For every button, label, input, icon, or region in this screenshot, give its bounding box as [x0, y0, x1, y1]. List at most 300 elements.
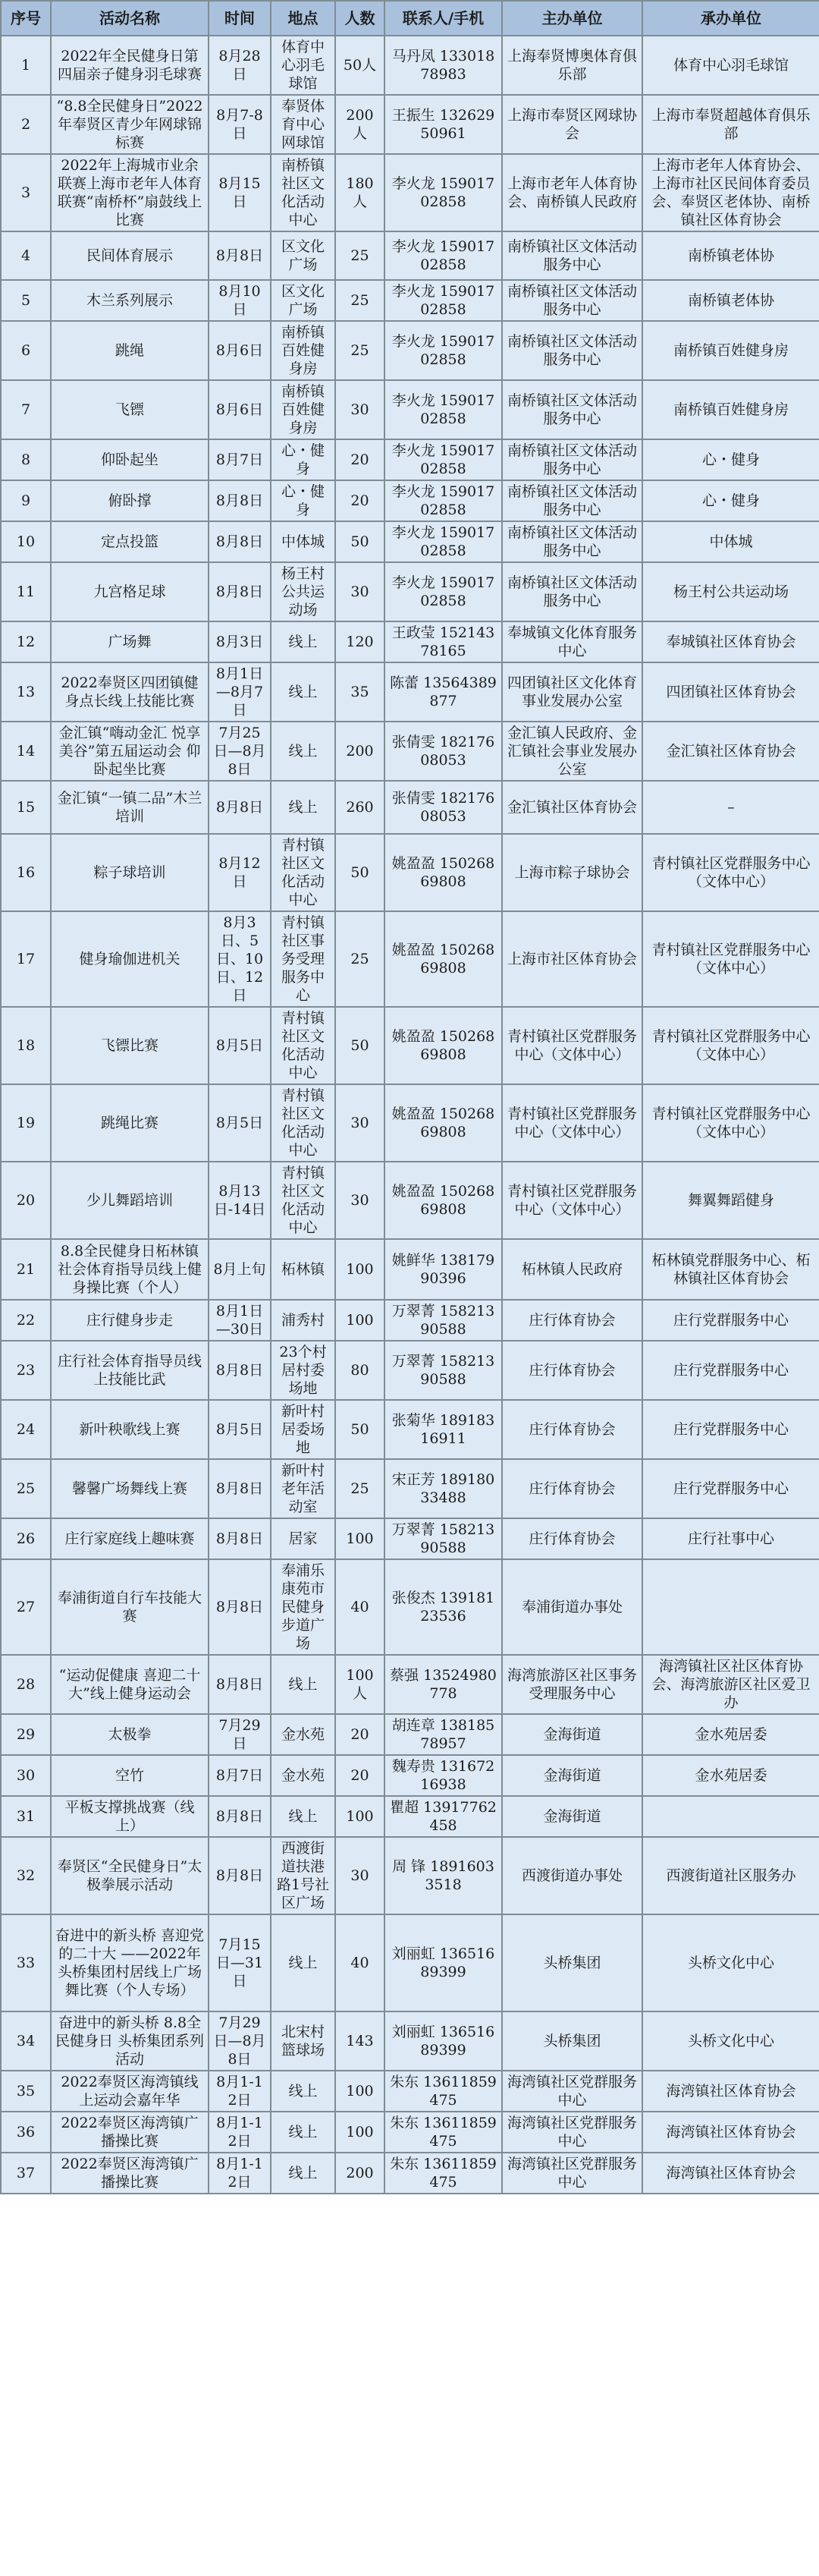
cell-no: 2 [1, 95, 51, 154]
cell-contact: 姚盈盈 15026869808 [384, 1084, 502, 1162]
cell-no: 10 [1, 521, 51, 562]
cell-act: 定点投篮 [51, 521, 209, 562]
cell-time: 8月5日 [209, 1084, 271, 1162]
cell-people: 260 [335, 781, 384, 834]
cell-host: 上海市老年人体育协会、南桥镇人民政府 [502, 154, 642, 231]
cell-act: 跳绳比赛 [51, 1084, 209, 1162]
cell-time: 8月12日 [209, 834, 271, 911]
cell-people: 50人 [335, 36, 384, 95]
table-row [1, 781, 819, 834]
cell-act: 2022奉贤区海湾镇广播操比赛 [51, 2153, 209, 2194]
cell-contact: 李火龙 15901702858 [384, 439, 502, 480]
table-row [1, 662, 819, 722]
table-row [1, 95, 819, 154]
cell-contact: 姚鲜华 13817990396 [384, 1239, 502, 1300]
cell-host: 四团镇社区文化体育事业发展办公室 [502, 662, 642, 722]
cell-contact: 魏寿贵 13167216938 [384, 1755, 502, 1796]
cell-no: 6 [1, 321, 51, 380]
cell-host: 青村镇社区党群服务中心（文体中心） [502, 1007, 642, 1084]
cell-org: 庄行党群服务中心 [642, 1400, 819, 1459]
cell-org: 上海市老年人体育协会、上海市社区民间体育委员会、奉贤区老体协、南桥镇社区体育协会 [642, 154, 819, 231]
cell-contact: 张倩雯 18217608053 [384, 722, 502, 781]
cell-no: 37 [1, 2153, 51, 2194]
table-body [1, 36, 819, 2194]
cell-place: 中体城 [271, 521, 335, 562]
cell-org: 庄行党群服务中心 [642, 1300, 819, 1341]
cell-no: 17 [1, 911, 51, 1007]
cell-org: 海湾镇社区体育协会 [642, 2071, 819, 2112]
cell-act: “8.8全民健身日”2022年奉贤区青少年网球锦标赛 [51, 95, 209, 154]
cell-host: 青村镇社区党群服务中心（文体中心） [502, 1084, 642, 1162]
cell-act: 金汇镇“一镇二品”木兰培训 [51, 781, 209, 834]
cell-act: 广场舞 [51, 621, 209, 662]
table-row [1, 2112, 819, 2153]
cell-no: 14 [1, 722, 51, 781]
cell-people: 30 [335, 1162, 384, 1239]
table-row [1, 380, 819, 439]
cell-no: 8 [1, 439, 51, 480]
cell-place: 新叶村居委场地 [271, 1400, 335, 1459]
cell-contact: 姚盈盈 15026869808 [384, 911, 502, 1007]
cell-no: 25 [1, 1459, 51, 1518]
cell-act: 俯卧撑 [51, 480, 209, 521]
cell-place: 体育中心羽毛球馆 [271, 36, 335, 95]
cell-host: 奉浦街道办事处 [502, 1559, 642, 1655]
cell-time: 7月25日—8月8日 [209, 722, 271, 781]
cell-org: 南桥镇百姓健身房 [642, 380, 819, 439]
cell-time: 8月3日、5日、10日、12日 [209, 911, 271, 1007]
cell-host: 南桥镇社区文体活动服务中心 [502, 280, 642, 321]
table-row [1, 321, 819, 380]
cell-org: 南桥镇老体协 [642, 280, 819, 321]
cell-time: 7月15日—31日 [209, 1914, 271, 2011]
header-cell: 承办单位 [642, 1, 819, 36]
cell-org: 海湾镇社区社区体育协会、海湾旅游区社区爱卫办 [642, 1655, 819, 1714]
cell-place: 青村镇社区文化活动中心 [271, 1084, 335, 1162]
cell-no: 30 [1, 1755, 51, 1796]
cell-time: 8月1日—30日 [209, 1300, 271, 1341]
cell-act: 馨馨广场舞线上赛 [51, 1459, 209, 1518]
table-row [1, 231, 819, 280]
cell-org: 庄行党群服务中心 [642, 1341, 819, 1400]
cell-place: 奉贤体育中心网球馆 [271, 95, 335, 154]
cell-no: 31 [1, 1796, 51, 1837]
cell-host: 海湾镇社区党群服务中心 [502, 2153, 642, 2194]
cell-place: 南桥镇百姓健身房 [271, 321, 335, 380]
table-row [1, 1007, 819, 1084]
cell-people: 20 [335, 1755, 384, 1796]
cell-no: 5 [1, 280, 51, 321]
cell-place: 南桥镇百姓健身房 [271, 380, 335, 439]
table-row [1, 1655, 819, 1714]
cell-place: 青村镇社区文化活动中心 [271, 834, 335, 911]
cell-time: 8月8日 [209, 1837, 271, 1914]
table-row [1, 1459, 819, 1518]
cell-act: 2022年上海城市业余联赛上海市老年人体育联赛“南桥杯”扇鼓线上比赛 [51, 154, 209, 231]
cell-no: 1 [1, 36, 51, 95]
cell-people: 30 [335, 562, 384, 621]
cell-no: 15 [1, 781, 51, 834]
cell-host: 南桥镇社区文体活动服务中心 [502, 380, 642, 439]
cell-org: 四团镇社区体育协会 [642, 662, 819, 722]
cell-act: 2022奉贤区四团镇健身点长线上技能比赛 [51, 662, 209, 722]
cell-people: 25 [335, 1459, 384, 1518]
cell-place: 青村镇社区文化活动中心 [271, 1007, 335, 1084]
table-row [1, 1796, 819, 1837]
cell-contact: 李火龙 15901702858 [384, 521, 502, 562]
table-row [1, 1914, 819, 2011]
cell-place: 线上 [271, 1796, 335, 1837]
cell-host: 金海街道 [502, 1796, 642, 1837]
cell-time: 8月8日 [209, 521, 271, 562]
cell-contact: 张菊华 18918316911 [384, 1400, 502, 1459]
cell-act: 2022奉贤区海湾镇广播操比赛 [51, 2112, 209, 2153]
cell-no: 35 [1, 2071, 51, 2112]
cell-org [642, 1796, 819, 1837]
cell-contact: 胡连章 13818578957 [384, 1714, 502, 1755]
cell-org: 上海市奉贤超越体育俱乐部 [642, 95, 819, 154]
cell-org: 杨王村公共运动场 [642, 562, 819, 621]
table-row [1, 1837, 819, 1914]
cell-org: 体育中心羽毛球馆 [642, 36, 819, 95]
cell-no: 28 [1, 1655, 51, 1714]
cell-people: 50 [335, 834, 384, 911]
header-cell: 主办单位 [502, 1, 642, 36]
cell-people: 30 [335, 1837, 384, 1914]
table-row [1, 36, 819, 95]
cell-place: 杨王村公共运动场 [271, 562, 335, 621]
cell-org: 庄行社事中心 [642, 1518, 819, 1559]
cell-org: 金水苑居委 [642, 1755, 819, 1796]
cell-contact: 王政莹 15214378165 [384, 621, 502, 662]
cell-contact: 姚盈盈 15026869808 [384, 1162, 502, 1239]
cell-org: 南桥镇老体协 [642, 231, 819, 280]
table-row [1, 1400, 819, 1459]
cell-place: 区文化广场 [271, 280, 335, 321]
cell-place: 柘林镇 [271, 1239, 335, 1300]
cell-host: 上海市奉贤区网球协会 [502, 95, 642, 154]
cell-host: 南桥镇社区文体活动服务中心 [502, 439, 642, 480]
cell-host: 南桥镇社区文体活动服务中心 [502, 321, 642, 380]
cell-people: 100 [335, 2112, 384, 2153]
table-row [1, 2071, 819, 2112]
cell-people: 25 [335, 911, 384, 1007]
table-row [1, 2153, 819, 2194]
cell-act: 金汇镇“嗨动金汇 悦享美谷”第五届运动会 仰卧起坐比赛 [51, 722, 209, 781]
cell-time: 8月7日 [209, 439, 271, 480]
cell-host: 青村镇社区党群服务中心（文体中心） [502, 1162, 642, 1239]
header-cell: 序号 [1, 1, 51, 36]
cell-place: 青村镇社区事务受理服务中心 [271, 911, 335, 1007]
cell-people: 100 [335, 2071, 384, 2112]
cell-time: 8月8日 [209, 1518, 271, 1559]
cell-people: 120 [335, 621, 384, 662]
cell-people: 200 [335, 722, 384, 781]
cell-act: 粽子球培训 [51, 834, 209, 911]
cell-contact: 李火龙 15901702858 [384, 154, 502, 231]
cell-place: 南桥镇社区文化活动中心 [271, 154, 335, 231]
cell-time: 8月5日 [209, 1007, 271, 1084]
cell-org: 青村镇社区党群服务中心（文体中心） [642, 834, 819, 911]
cell-time: 8月1-12日 [209, 2153, 271, 2194]
cell-org: 青村镇社区党群服务中心（文体中心） [642, 911, 819, 1007]
cell-people: 100 [335, 1239, 384, 1300]
cell-contact: 张倩雯 18217608053 [384, 781, 502, 834]
cell-act: 健身瑜伽进机关 [51, 911, 209, 1007]
table-row [1, 154, 819, 231]
cell-people: 200人 [335, 95, 384, 154]
cell-org: 金汇镇社区体育协会 [642, 722, 819, 781]
cell-people: 200 [335, 2153, 384, 2194]
cell-time: 8月7日 [209, 1755, 271, 1796]
cell-org [642, 1559, 819, 1655]
cell-people: 20 [335, 439, 384, 480]
cell-contact: 李火龙 15901702858 [384, 321, 502, 380]
cell-host: 上海市社区体育协会 [502, 911, 642, 1007]
cell-place: 新叶村老年活动室 [271, 1459, 335, 1518]
table-row [1, 911, 819, 1007]
cell-org: 中体城 [642, 521, 819, 562]
cell-people: 100 [335, 1796, 384, 1837]
cell-place: 奉浦乐康苑市民健身步道广场 [271, 1559, 335, 1655]
cell-contact: 陈蕾 13564389877 [384, 662, 502, 722]
cell-host: 南桥镇社区文体活动服务中心 [502, 231, 642, 280]
cell-place: 线上 [271, 2112, 335, 2153]
cell-time: 8月1-12日 [209, 2112, 271, 2153]
cell-contact: 瞿超 13917762458 [384, 1796, 502, 1837]
cell-no: 23 [1, 1341, 51, 1400]
table-row [1, 834, 819, 911]
cell-act: 木兰系列展示 [51, 280, 209, 321]
cell-time: 8月1-12日 [209, 2071, 271, 2112]
table-row [1, 1518, 819, 1559]
cell-act: 奋进中的新头桥 喜迎党的二十大 ——2022年头桥集团村居线上广场舞比赛（个人专场） [51, 1914, 209, 2011]
cell-people: 20 [335, 1714, 384, 1755]
cell-act: 飞镖比赛 [51, 1007, 209, 1084]
cell-act: 太极拳 [51, 1714, 209, 1755]
cell-org: 奉城镇社区体育协会 [642, 621, 819, 662]
cell-host: 金汇镇人民政府、金汇镇社会事业发展办公室 [502, 722, 642, 781]
cell-contact: 王振生 13262950961 [384, 95, 502, 154]
cell-people: 40 [335, 1559, 384, 1655]
cell-act: 跳绳 [51, 321, 209, 380]
cell-place: 线上 [271, 662, 335, 722]
cell-no: 11 [1, 562, 51, 621]
cell-host: 南桥镇社区文体活动服务中心 [502, 480, 642, 521]
cell-time: 8月1日—8月7日 [209, 662, 271, 722]
table-row [1, 1755, 819, 1796]
cell-host: 奉城镇文化体育服务中心 [502, 621, 642, 662]
table-row [1, 1239, 819, 1300]
cell-act: 奉浦街道自行车技能大赛 [51, 1559, 209, 1655]
cell-time: 8月8日 [209, 1796, 271, 1837]
cell-contact: 姚盈盈 15026869808 [384, 834, 502, 911]
cell-contact: 周 锋 18916033518 [384, 1837, 502, 1914]
cell-time: 8月5日 [209, 1400, 271, 1459]
cell-place: 心・健身 [271, 439, 335, 480]
cell-org: 西渡街道社区服务办 [642, 1837, 819, 1914]
cell-place: 金水苑 [271, 1755, 335, 1796]
cell-people: 25 [335, 280, 384, 321]
cell-contact: 马丹凤 13301878983 [384, 36, 502, 95]
cell-people: 25 [335, 231, 384, 280]
cell-no: 29 [1, 1714, 51, 1755]
cell-host: 金海街道 [502, 1755, 642, 1796]
table-row [1, 562, 819, 621]
table-row [1, 1084, 819, 1162]
cell-contact: 朱东 13611859475 [384, 2112, 502, 2153]
cell-org: 头桥文化中心 [642, 1914, 819, 2011]
table-row [1, 439, 819, 480]
cell-place: 浦秀村 [271, 1300, 335, 1341]
cell-people: 80 [335, 1341, 384, 1400]
cell-place: 线上 [271, 722, 335, 781]
cell-no: 19 [1, 1084, 51, 1162]
cell-place: 线上 [271, 781, 335, 834]
cell-host: 上海奉贤博奥体育俱乐部 [502, 36, 642, 95]
table-row [1, 621, 819, 662]
cell-host: 金汇镇社区体育协会 [502, 781, 642, 834]
cell-act: 2022奉贤区海湾镇线上运动会嘉年华 [51, 2071, 209, 2112]
cell-host: 头桥集团 [502, 2011, 642, 2071]
cell-time: 8月8日 [209, 1655, 271, 1714]
table-row [1, 1162, 819, 1239]
cell-host: 南桥镇社区文体活动服务中心 [502, 521, 642, 562]
cell-time: 8月8日 [209, 1559, 271, 1655]
header-row [1, 1, 819, 36]
cell-contact: 朱东 13611859475 [384, 2071, 502, 2112]
header-cell: 活动名称 [51, 1, 209, 36]
cell-host: 西渡街道办事处 [502, 1837, 642, 1914]
cell-host: 上海市粽子球协会 [502, 834, 642, 911]
cell-act: 民间体育展示 [51, 231, 209, 280]
cell-act: “运动促健康 喜迎二十大”线上健身运动会 [51, 1655, 209, 1714]
cell-act: 新叶秧歌线上赛 [51, 1400, 209, 1459]
cell-place: 23个村居村委场地 [271, 1341, 335, 1400]
cell-act: 飞镖 [51, 380, 209, 439]
cell-act: 仰卧起坐 [51, 439, 209, 480]
cell-time: 8月8日 [209, 480, 271, 521]
table-row [1, 480, 819, 521]
cell-people: 30 [335, 380, 384, 439]
header-cell: 人数 [335, 1, 384, 36]
cell-act: 8.8全民健身日柘林镇社会体育指导员线上健身操比赛（个人） [51, 1239, 209, 1300]
cell-place: 线上 [271, 1655, 335, 1714]
cell-contact: 李火龙 15901702858 [384, 380, 502, 439]
cell-org: 海湾镇社区体育协会 [642, 2153, 819, 2194]
cell-no: 9 [1, 480, 51, 521]
cell-contact: 张俊杰 13918123536 [384, 1559, 502, 1655]
cell-place: 线上 [271, 2153, 335, 2194]
cell-org: 舞翼舞蹈健身 [642, 1162, 819, 1239]
cell-contact: 刘丽虹 13651689399 [384, 2011, 502, 2071]
cell-time: 8月6日 [209, 380, 271, 439]
cell-org: 海湾镇社区体育协会 [642, 2112, 819, 2153]
table-row [1, 1714, 819, 1755]
cell-org: 心・健身 [642, 480, 819, 521]
cell-place: 心・健身 [271, 480, 335, 521]
cell-time: 8月28日 [209, 36, 271, 95]
cell-time: 7月29日—8月8日 [209, 2011, 271, 2071]
cell-people: 180人 [335, 154, 384, 231]
header-cell: 时间 [209, 1, 271, 36]
cell-host: 头桥集团 [502, 1914, 642, 2011]
cell-no: 32 [1, 1837, 51, 1914]
cell-no: 20 [1, 1162, 51, 1239]
cell-place: 居家 [271, 1518, 335, 1559]
cell-people: 143 [335, 2011, 384, 2071]
cell-org: 心・健身 [642, 439, 819, 480]
table-row [1, 1559, 819, 1655]
cell-place: 西渡街道扶港路1号社区广场 [271, 1837, 335, 1914]
table-row [1, 280, 819, 321]
header-cell: 地点 [271, 1, 335, 36]
cell-act: 少儿舞蹈培训 [51, 1162, 209, 1239]
cell-host: 庄行体育协会 [502, 1400, 642, 1459]
cell-place: 线上 [271, 2071, 335, 2112]
cell-no: 3 [1, 154, 51, 231]
cell-people: 50 [335, 1400, 384, 1459]
table-row [1, 521, 819, 562]
cell-org: 青村镇社区党群服务中心（文体中心） [642, 1084, 819, 1162]
cell-org: 庄行党群服务中心 [642, 1459, 819, 1518]
cell-time: 8月8日 [209, 562, 271, 621]
cell-time: 8月3日 [209, 621, 271, 662]
cell-people: 100人 [335, 1655, 384, 1714]
cell-no: 34 [1, 2011, 51, 2071]
cell-org: 青村镇社区党群服务中心（文体中心） [642, 1007, 819, 1084]
cell-contact: 朱东 13611859475 [384, 2153, 502, 2194]
cell-act: 空竹 [51, 1755, 209, 1796]
cell-host: 柘林镇人民政府 [502, 1239, 642, 1300]
cell-place: 青村镇社区文化活动中心 [271, 1162, 335, 1239]
cell-no: 36 [1, 2112, 51, 2153]
cell-time: 8月6日 [209, 321, 271, 380]
cell-time: 8月10日 [209, 280, 271, 321]
cell-no: 12 [1, 621, 51, 662]
cell-host: 庄行体育协会 [502, 1459, 642, 1518]
cell-host: 南桥镇社区文体活动服务中心 [502, 562, 642, 621]
cell-no: 18 [1, 1007, 51, 1084]
cell-no: 24 [1, 1400, 51, 1459]
cell-contact: 李火龙 15901702858 [384, 562, 502, 621]
cell-no: 7 [1, 380, 51, 439]
cell-org: – [642, 781, 819, 834]
cell-contact: 万翠菁 15821390588 [384, 1300, 502, 1341]
cell-host: 金海街道 [502, 1714, 642, 1755]
cell-act: 奋进中的新头桥 8.8全民健身日 头桥集团系列活动 [51, 2011, 209, 2071]
table-row [1, 722, 819, 781]
cell-no: 27 [1, 1559, 51, 1655]
cell-act: 奉贤区“全民健身日”太极拳展示活动 [51, 1837, 209, 1914]
cell-host: 庄行体育协会 [502, 1341, 642, 1400]
cell-contact: 李火龙 15901702858 [384, 480, 502, 521]
cell-time: 8月8日 [209, 1341, 271, 1400]
cell-place: 金水苑 [271, 1714, 335, 1755]
cell-contact: 姚盈盈 15026869808 [384, 1007, 502, 1084]
cell-place: 线上 [271, 1914, 335, 2011]
cell-time: 8月8日 [209, 781, 271, 834]
cell-time: 8月上旬 [209, 1239, 271, 1300]
cell-no: 22 [1, 1300, 51, 1341]
cell-org: 金水苑居委 [642, 1714, 819, 1755]
cell-people: 100 [335, 1300, 384, 1341]
cell-contact: 刘丽虹 13651689399 [384, 1914, 502, 2011]
cell-no: 33 [1, 1914, 51, 2011]
cell-people: 20 [335, 480, 384, 521]
table-row [1, 1341, 819, 1400]
cell-time: 8月13日-14日 [209, 1162, 271, 1239]
